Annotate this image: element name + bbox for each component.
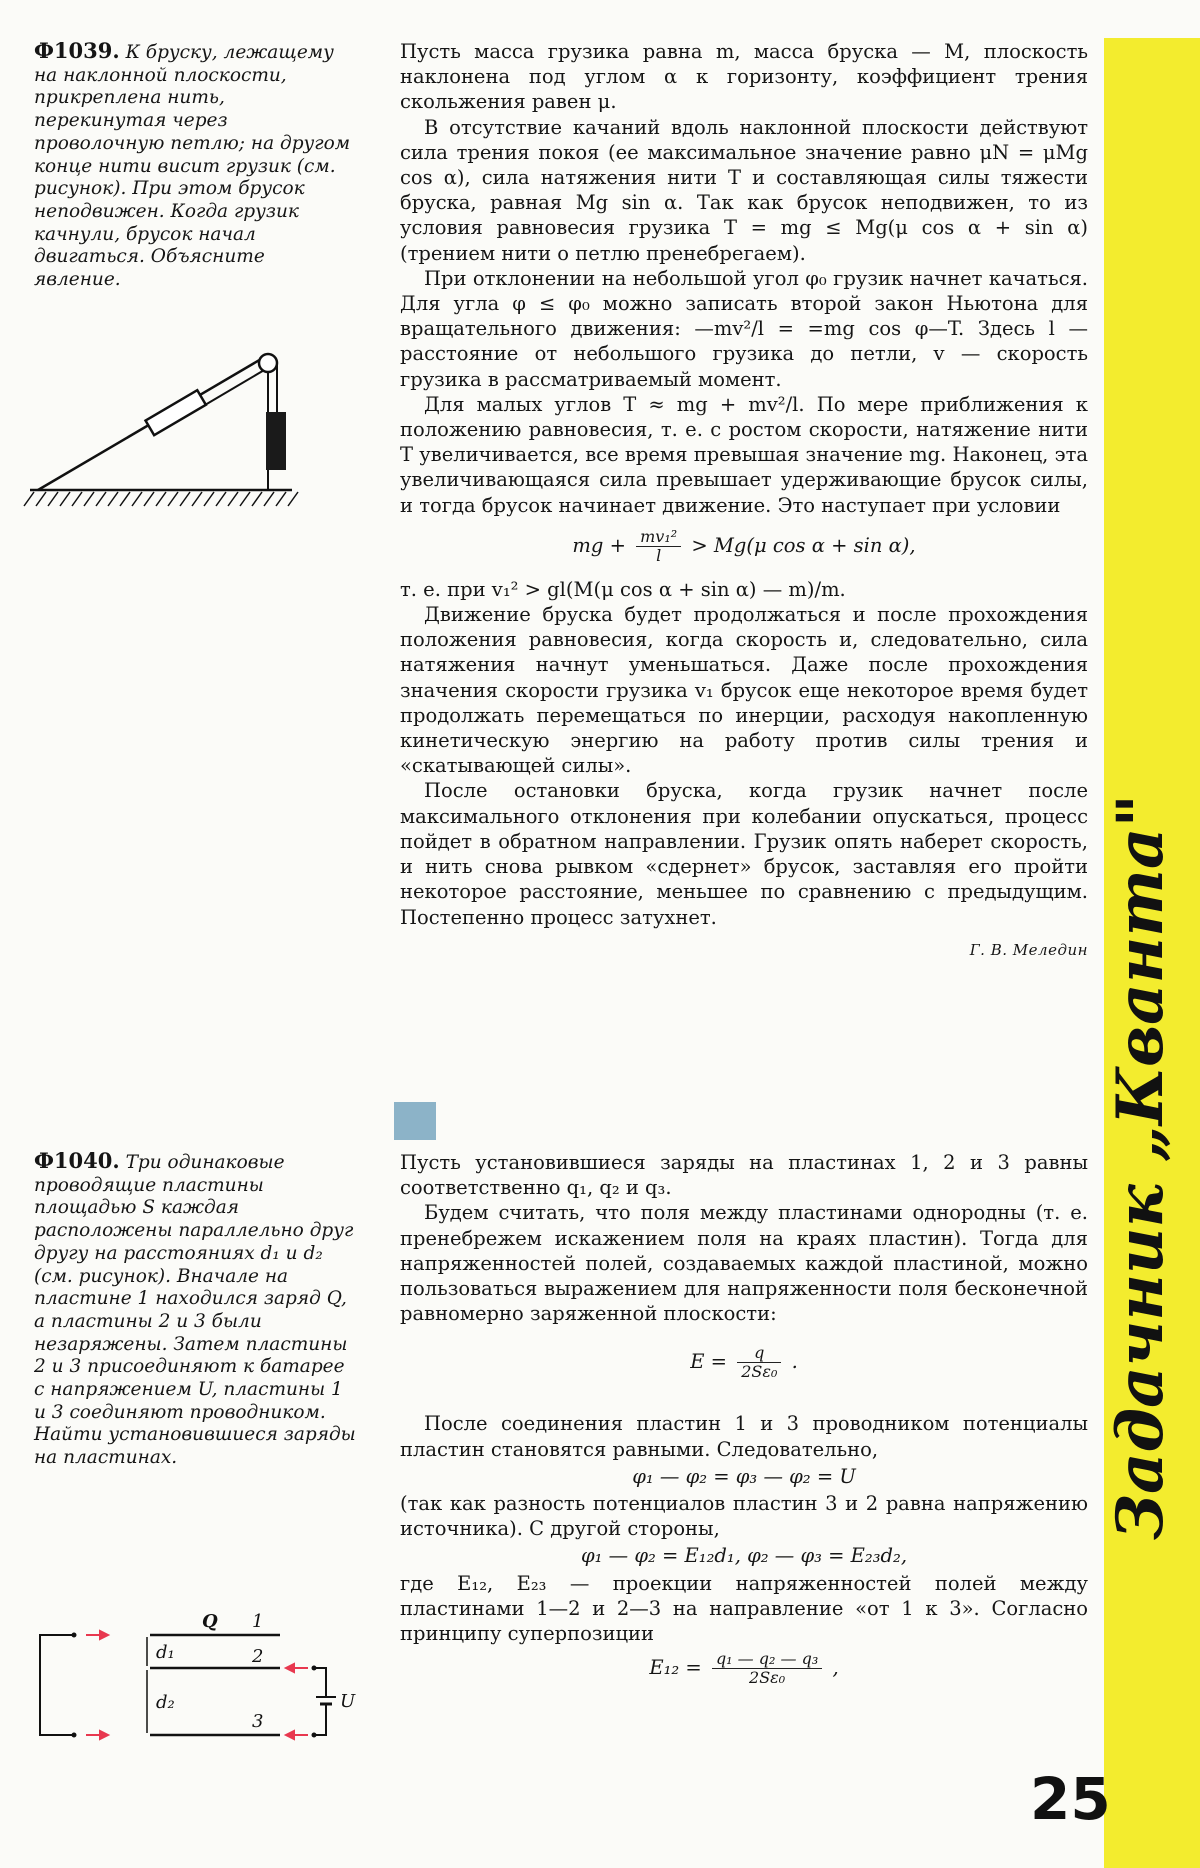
fraction-numerator: mv₁²: [636, 528, 681, 547]
solution-1039-p6: Движение бруска будет продолжаться и после прохождения положения равновесия, когда скорость и, следовательно, сила натяжения начнут уменьшаться. Даже после прохождения значения скорости грузика v₁ брусок еще некоторое время будет продолжать перемещаться по инерции, расходуя накопленную кинетическую энергию на работу против силы трения и «скатывающей силы».: [400, 603, 1088, 778]
solution-1039-p3: При отклонении на небольшой угол φ₀ грузик начнет качаться. Для угла φ ≤ φ₀ можно записать второй закон Ньютона для вращательного движения: —mv²/l = =mg cos φ—T. Здесь l — расстояние от небольшого грузика до петли, v — скорость грузика в рассматриваемый момент.: [400, 266, 1088, 391]
solution-1039-p7: После остановки бруска, когда грузик начнет после максимального отклонения при колебании опускаться, процесс пойдет в обратном направлении. Грузик опять наберет скорость, и нить снова рывком «сдернет» брусок, заставляя его пройти некоторое расстояние, меньшее по сравнению с предыдущим. Постепенно процесс затухнет.: [400, 779, 1088, 929]
solution-1040-p2: Будем считать, что поля между пластинами однородны (т. е. пренебрежем искажением поля на краях пластин). Тогда для напряженностей полей, создаваемых каждой пластиной, можно пользоваться выражением для напряженности поля бесконечной равномерно заряженной плоскости:: [400, 1201, 1088, 1326]
author: Г. В. Меледин: [969, 940, 1088, 959]
problem-1040-text: Три одинаковые проводящие пластины площадью S каждая расположены параллельно друг другу на расстояниях d₁ и d₂ (см. рисунок). Вначале на пластине 1 находился заряд Q, а пластины 2 и 3 были незаряжены. Затем пластины 2 и 3 присоединяют к батарее с напряжением U, пластины 1 и 3 соединяют проводником. Найти установившиеся заряды на пластинах.: [34, 1152, 356, 1469]
formula-right: .: [791, 1350, 798, 1374]
distance-d2-label: d₂: [156, 1692, 175, 1713]
distance-d1-label: d₁: [156, 1642, 175, 1663]
solution-1039-p4: Для малых углов T ≈ mg + mv²/l. По мере приближения к положению равновесия, т. е. с ростом скорости, натяжение нити T увеличивается, все время превышая значение mg. Наконец, эта увеличивающаяся сила превышает удерживающие брусок силы, и тогда брусок начинает движение. Это наступает при условии: [400, 392, 1088, 517]
fraction: [712, 1650, 822, 1687]
fraction-denominator: 2Sε₀: [741, 1362, 778, 1382]
formula-left: mg +: [572, 533, 626, 557]
fraction-numerator: q₁ — q₂ — q₃: [712, 1650, 822, 1669]
formula-potentials: φ₁ — φ₂ = φ₃ — φ₂ = U: [632, 1464, 856, 1488]
problem-1040: [34, 1150, 356, 1470]
page-number: 25: [1030, 1765, 1111, 1833]
formula-right: ,: [832, 1656, 839, 1680]
section-title-text: Задачник „Кванта": [1103, 794, 1178, 1540]
solution-1039-p5: т. е. при v₁² > gl(M(μ cos α + sin α) — m)/m.: [400, 577, 846, 601]
problem-1039: [34, 40, 356, 292]
formula-motion-condition: [400, 528, 1088, 565]
fraction: [737, 1344, 781, 1381]
formula-left: E₁₂ =: [649, 1656, 702, 1680]
plate-3-label: 3: [252, 1711, 264, 1732]
formula-left: E =: [690, 1350, 728, 1374]
problem-1040-number: Ф1040.: [34, 1148, 120, 1173]
problem-1039-text: К бруску, лежащему на наклонной плоскости, прикреплена нить, перекинутая через проволочную петлю; на другом конце нити висит грузик (см. рисунок). При этом брусок неподвижен. Когда грузик качнули, брусок начал двигаться. Объясните явление.: [34, 42, 351, 291]
solution-1039-p1: Пусть масса грузика равна m, масса бруска — M, плоскость наклонена под углом α к горизонту, коэффициент трения скольжения равен μ.: [400, 40, 1088, 114]
solution-1039: [400, 39, 1088, 963]
solution-1040-p4: (так как разность потенциалов пластин 3 и 2 равна напряжению источника). С другой стороны,: [400, 1492, 1088, 1541]
problem-1039-number: Ф1039.: [34, 38, 120, 63]
solution-1039-p2: В отсутствие качаний вдоль наклонной плоскости действуют сила трения покоя (ее максимальное значение равно μN = μMg cos α), сила натяжения нити T и составляющая силы тяжести бруска, равная Mg sin α. Так как брусок неподвижен, то из условия равновесия грузика T = mg ≤ Mg(μ cos α + sin α) (трением нити о петлю пренебрегаем).: [400, 115, 1088, 265]
formula-field: [400, 1344, 1088, 1381]
solution-1040: [400, 1150, 1088, 1687]
plates-figure: [30, 1585, 370, 1745]
solution-1040-p5: где E₁₂, E₂₃ — проекции напряженностей полей между пластинами 1—2 и 2—3 на направление «от 1 к 3». Согласно принципу суперпозиции: [400, 1571, 1088, 1646]
formula-field-projections: φ₁ — φ₂ = E₁₂d₁, φ₂ — φ₃ = E₂₃d₂,: [580, 1544, 908, 1568]
charge-label: Q: [202, 1611, 218, 1632]
fraction-numerator: q: [737, 1344, 781, 1363]
solution-1040-p1: Пусть установившиеся заряды на пластинах 1, 2 и 3 равны соответственно q₁, q₂ и q₃.: [400, 1151, 1088, 1200]
fraction: [636, 528, 681, 565]
solution-1040-p3: После соединения пластин 1 и 3 проводником потенциалы пластин становятся равными. Следовательно,: [400, 1412, 1088, 1461]
section-marker: [394, 1102, 436, 1140]
incline-figure: [30, 340, 350, 520]
fraction-denominator: l: [656, 545, 662, 565]
formula-right: > Mg(μ cos α + sin α),: [691, 533, 916, 557]
plate-2-label: 2: [252, 1646, 264, 1667]
fraction-denominator: 2Sε₀: [749, 1668, 786, 1688]
formula-superposition: [400, 1650, 1088, 1687]
plate-1-label: 1: [252, 1611, 264, 1632]
voltage-label: U: [340, 1691, 356, 1712]
section-title-vertical: [1103, 100, 1192, 1540]
